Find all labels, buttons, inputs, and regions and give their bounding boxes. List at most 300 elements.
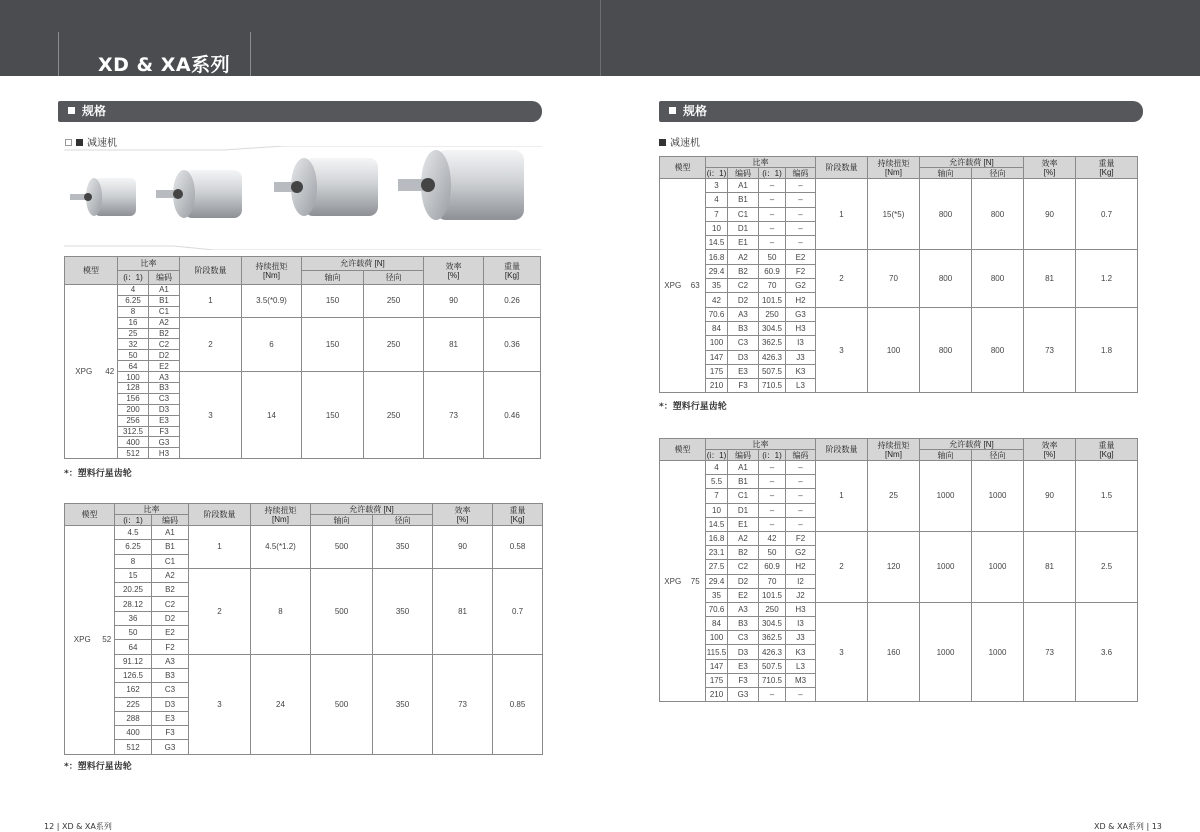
table-row <box>65 526 543 540</box>
cell-ratio: 35 <box>706 588 728 602</box>
section-bar-left <box>58 101 542 122</box>
cell-code-alt: I3 <box>786 617 816 631</box>
cell-ratio: 16 <box>118 317 149 328</box>
cell-ratio: 10 <box>706 503 728 517</box>
cell-axial: 500 <box>311 526 373 569</box>
cell-torque: 160 <box>868 602 920 701</box>
header-torque <box>868 157 920 179</box>
cell-code-alt: L3 <box>786 659 816 673</box>
header-torque-label: 持续扭矩 <box>877 158 910 168</box>
header-axial: 轴向 <box>920 168 972 179</box>
cell-efficiency: 81 <box>1024 250 1076 307</box>
header-stages: 阶段数量 <box>180 257 242 285</box>
cell-code: A3 <box>152 654 189 668</box>
cell-ratio: 29.4 <box>706 264 728 278</box>
cell-code: A1 <box>728 179 759 193</box>
cell-ratio: 128 <box>118 383 149 394</box>
header-ratio-i: (i：1) <box>115 515 152 526</box>
gearbox-75-photo <box>398 150 524 220</box>
cell-code-alt: H2 <box>786 293 816 307</box>
page-spine <box>600 0 601 76</box>
cell-size: 52 <box>100 526 115 755</box>
cell-code: A2 <box>149 317 180 328</box>
cell-ratio: 35 <box>706 279 728 293</box>
note-left-1: *：塑料行星齿轮 <box>64 469 132 479</box>
cell-code: F3 <box>152 726 189 740</box>
header-radial: 径向 <box>373 515 433 526</box>
header-efficiency-unit: [%] <box>456 514 469 524</box>
cell-code: B2 <box>152 583 189 597</box>
cell-ratio: 512 <box>118 448 149 459</box>
header-row <box>660 157 1138 168</box>
cell-ratio: 8 <box>115 554 152 568</box>
header-model: 模型 <box>65 504 115 526</box>
cell-ratio: 16.8 <box>706 250 728 264</box>
cell-weight: 0.26 <box>484 285 541 318</box>
cell-ratio: 36 <box>115 611 152 625</box>
cell-axial: 500 <box>311 654 373 754</box>
header-code: 编码 <box>152 515 189 526</box>
gearbox-42-photo <box>70 178 136 216</box>
cell-ratio-alt: 362.5 <box>759 336 786 350</box>
cell-code: A3 <box>728 307 759 321</box>
empty-square-icon <box>65 139 72 146</box>
header-torque-unit: [Nm] <box>272 514 289 524</box>
cell-axial: 150 <box>302 372 364 459</box>
cell-ratio-alt: 50 <box>759 250 786 264</box>
cell-ratio-alt: – <box>759 489 786 503</box>
cell-code-alt: – <box>786 475 816 489</box>
cell-code: E1 <box>728 236 759 250</box>
cell-ratio: 50 <box>118 350 149 361</box>
section-title-left: 规格 <box>82 104 107 118</box>
subtitle-left-text: 减速机 <box>87 138 117 149</box>
spec-table-xpg42 <box>64 256 541 459</box>
header-row <box>660 439 1138 450</box>
cell-ratio: 100 <box>706 631 728 645</box>
header-efficiency <box>433 504 493 526</box>
cell-ratio-alt: 362.5 <box>759 631 786 645</box>
cell-stages: 2 <box>816 531 868 602</box>
cell-ratio-alt: – <box>759 207 786 221</box>
cell-code: E3 <box>728 364 759 378</box>
cell-ratio: 6.25 <box>118 295 149 306</box>
cell-code: B3 <box>149 383 180 394</box>
cell-efficiency: 90 <box>433 526 493 569</box>
cell-code: A2 <box>152 568 189 582</box>
cell-ratio: 175 <box>706 673 728 687</box>
cell-code: C2 <box>728 560 759 574</box>
cell-code: E2 <box>728 588 759 602</box>
cell-weight: 0.46 <box>484 372 541 459</box>
cell-weight: 0.58 <box>493 526 543 569</box>
cell-ratio: 115.5 <box>706 645 728 659</box>
header-code: 编码 <box>786 168 816 179</box>
cell-code: A1 <box>152 526 189 540</box>
cell-ratio-alt: – <box>759 179 786 193</box>
header-torque-unit: [Nm] <box>885 167 902 177</box>
header-torque-unit: [Nm] <box>263 270 280 280</box>
cell-efficiency: 73 <box>424 372 484 459</box>
cell-ratio: 84 <box>706 321 728 335</box>
cell-torque: 14 <box>242 372 302 459</box>
cell-radial: 250 <box>364 372 424 459</box>
header-ratio-i: (i：1) <box>118 271 149 285</box>
table-row <box>65 654 543 668</box>
cell-code: D3 <box>149 404 180 415</box>
cell-ratio: 288 <box>115 711 152 725</box>
cell-code: C1 <box>728 207 759 221</box>
square-bullet-icon <box>68 107 75 114</box>
header-weight-unit: [Kg] <box>1099 449 1114 459</box>
cell-radial: 1000 <box>972 461 1024 532</box>
cell-code-alt: E2 <box>786 250 816 264</box>
cell-ratio: 200 <box>118 404 149 415</box>
cell-ratio: 28.12 <box>115 597 152 611</box>
series-title: XD & XA系列 <box>98 54 231 76</box>
cell-weight: 1.8 <box>1076 307 1138 393</box>
cell-ratio: 15 <box>115 568 152 582</box>
cell-ratio: 25 <box>118 328 149 339</box>
footer-left: 12 | XD & XA系列 <box>44 822 112 831</box>
cell-ratio: 147 <box>706 659 728 673</box>
cell-axial: 1000 <box>920 461 972 532</box>
cell-ratio-alt: 250 <box>759 602 786 616</box>
cell-size: 42 <box>103 285 118 459</box>
cell-radial: 250 <box>364 317 424 371</box>
header-ratio-i: (i：1) <box>706 168 727 178</box>
cell-code: E3 <box>152 711 189 725</box>
header-efficiency <box>1024 157 1076 179</box>
table-row <box>660 250 1138 264</box>
cell-code-alt: J3 <box>786 350 816 364</box>
cell-code-alt: – <box>786 517 816 531</box>
cell-model: XPG <box>65 285 103 459</box>
table-row <box>65 372 541 383</box>
cell-ratio: 16.8 <box>706 531 728 545</box>
cell-code: E3 <box>149 415 180 426</box>
header-row <box>65 257 541 271</box>
cell-ratio: 400 <box>118 437 149 448</box>
section-bar-right <box>659 101 1143 122</box>
cell-code: C3 <box>152 683 189 697</box>
header-efficiency <box>1024 439 1076 461</box>
cell-stages: 1 <box>816 461 868 532</box>
cell-ratio-alt: 101.5 <box>759 293 786 307</box>
cell-ratio: 29.4 <box>706 574 728 588</box>
header-weight-label: 重量 <box>504 261 520 271</box>
cell-ratio: 5.5 <box>706 475 728 489</box>
cell-code: C1 <box>152 554 189 568</box>
filled-square-icon <box>76 139 83 146</box>
header-stages: 阶段数量 <box>816 439 868 461</box>
cell-ratio: 6.25 <box>115 540 152 554</box>
header-weight-label: 重量 <box>509 505 526 515</box>
cell-code: B1 <box>152 540 189 554</box>
cell-stages: 2 <box>816 250 868 307</box>
cell-ratio: 4 <box>706 461 728 475</box>
cell-efficiency: 73 <box>1024 602 1076 701</box>
table-row <box>660 307 1138 321</box>
header-ratio-i: (i：1) <box>706 450 727 460</box>
table-row <box>65 568 543 582</box>
cell-ratio: 126.5 <box>115 668 152 682</box>
header-ratio-i: (i：1) <box>759 450 786 461</box>
header-ratio: 比率 <box>115 504 189 515</box>
cell-stages: 3 <box>816 602 868 701</box>
cell-code-alt: J3 <box>786 631 816 645</box>
header-radial: 径向 <box>972 168 1024 179</box>
filled-square-icon <box>659 139 666 146</box>
cell-ratio: 64 <box>115 640 152 654</box>
header-radial: 径向 <box>364 271 424 285</box>
cell-code: D2 <box>152 611 189 625</box>
cell-ratio-alt: – <box>759 221 786 235</box>
cell-weight: 1.2 <box>1076 250 1138 307</box>
gearbox-52-photo <box>156 170 242 218</box>
header-ratio: 比率 <box>706 157 816 168</box>
cell-code-alt: G2 <box>786 279 816 293</box>
header-torque <box>242 257 302 285</box>
cell-ratio: 3 <box>706 179 728 193</box>
cell-code: A3 <box>149 372 180 383</box>
cell-code: G3 <box>149 437 180 448</box>
cell-code-alt: J2 <box>786 588 816 602</box>
cell-code: D3 <box>152 697 189 711</box>
cell-efficiency: 90 <box>1024 461 1076 532</box>
table-row <box>660 461 1138 475</box>
cell-code-alt: – <box>786 193 816 207</box>
cell-axial: 150 <box>302 285 364 318</box>
cell-size: 63 <box>686 179 706 393</box>
cell-radial: 1000 <box>972 602 1024 701</box>
cell-axial: 500 <box>311 568 373 654</box>
header-torque-label: 持续扭矩 <box>255 261 288 271</box>
cell-ratio: 42 <box>706 293 728 307</box>
cell-stages: 1 <box>816 179 868 250</box>
cell-ratio: 225 <box>115 697 152 711</box>
cell-code: E2 <box>152 626 189 640</box>
cell-ratio: 400 <box>115 726 152 740</box>
spec-table-xpg75 <box>659 438 1138 702</box>
cell-code-alt: – <box>786 207 816 221</box>
cell-ratio-alt: 507.5 <box>759 364 786 378</box>
cell-stages: 3 <box>180 372 242 459</box>
cell-weight: 0.7 <box>1076 179 1138 250</box>
cell-ratio-alt: – <box>759 517 786 531</box>
cell-code-alt: F2 <box>786 264 816 278</box>
header-load: 允许载荷 [N] <box>920 439 1024 450</box>
cell-torque: 24 <box>251 654 311 754</box>
header-ratio: 比率 <box>118 257 180 271</box>
cell-code: D3 <box>728 350 759 364</box>
cell-stages: 3 <box>189 654 251 754</box>
header-code: 编码 <box>786 450 816 461</box>
header-radial: 径向 <box>972 450 1024 461</box>
cell-stages: 2 <box>180 317 242 371</box>
cell-code-alt: – <box>786 236 816 250</box>
cell-ratio-alt: 60.9 <box>759 560 786 574</box>
cell-torque: 3.5(*0.9) <box>242 285 302 318</box>
cell-torque: 4.5(*1.2) <box>251 526 311 569</box>
cell-torque: 120 <box>868 531 920 602</box>
cell-code: A1 <box>728 461 759 475</box>
cell-ratio: 100 <box>706 336 728 350</box>
cell-radial: 350 <box>373 568 433 654</box>
cell-code-alt: F2 <box>786 531 816 545</box>
cell-model: XPG <box>660 179 686 393</box>
cell-ratio-alt: – <box>759 688 786 702</box>
cell-ratio: 64 <box>118 361 149 372</box>
cell-ratio: 156 <box>118 393 149 404</box>
header-load: 允许载荷 [N] <box>920 157 1024 168</box>
cell-size: 75 <box>686 461 706 702</box>
header-code: 编码 <box>728 168 759 179</box>
cell-ratio: 70.6 <box>706 307 728 321</box>
gearbox-photos <box>64 146 542 250</box>
cell-code: B2 <box>149 328 180 339</box>
header-weight-unit: [Kg] <box>1099 167 1114 177</box>
header-code: 编码 <box>728 450 759 461</box>
header-weight-unit: [Kg] <box>510 514 525 524</box>
header-ratio-i: (i：1) <box>759 168 786 179</box>
cell-efficiency: 81 <box>424 317 484 371</box>
footer-right: XD & XA系列 | 13 <box>1094 822 1162 831</box>
header-efficiency-label: 效率 <box>1041 158 1058 168</box>
cell-code: B3 <box>728 617 759 631</box>
cell-code: B3 <box>152 668 189 682</box>
cell-weight: 2.5 <box>1076 531 1138 602</box>
subtitle-right <box>659 134 700 149</box>
cell-code: A1 <box>149 285 180 296</box>
cell-code-alt: G2 <box>786 546 816 560</box>
cell-code: A2 <box>728 250 759 264</box>
cell-ratio-alt: 250 <box>759 307 786 321</box>
cell-ratio: 14.5 <box>706 236 728 250</box>
header-weight-unit: [Kg] <box>504 270 520 280</box>
header-weight-label: 重量 <box>1098 440 1115 450</box>
spec-table-xpg63 <box>659 156 1138 393</box>
square-bullet-icon <box>669 107 676 114</box>
cell-efficiency: 81 <box>433 568 493 654</box>
cell-code: H3 <box>149 448 180 459</box>
header-efficiency-unit: [%] <box>1043 167 1056 177</box>
cell-ratio: 4 <box>118 285 149 296</box>
header-load: 允许载荷 [N] <box>302 257 424 271</box>
cell-code-alt: – <box>786 179 816 193</box>
cell-ratio-alt: 304.5 <box>759 321 786 335</box>
cell-code: F3 <box>149 426 180 437</box>
cell-ratio-alt: – <box>759 475 786 489</box>
cell-ratio: 4 <box>706 193 728 207</box>
header-torque <box>251 504 311 526</box>
note-left-2: *：塑料行星齿轮 <box>64 762 132 772</box>
cell-axial: 1000 <box>920 602 972 701</box>
header-model: 模型 <box>65 257 118 285</box>
cell-code-alt: – <box>786 688 816 702</box>
cell-torque: 6 <box>242 317 302 371</box>
cell-radial: 1000 <box>972 531 1024 602</box>
cell-code-alt: – <box>786 503 816 517</box>
cell-ratio: 8 <box>118 306 149 317</box>
cell-code: D2 <box>149 350 180 361</box>
cell-axial: 800 <box>920 307 972 393</box>
cell-ratio: 210 <box>706 379 728 393</box>
cell-ratio-alt: 426.3 <box>759 645 786 659</box>
cell-torque: 25 <box>868 461 920 532</box>
header-row <box>65 504 543 515</box>
header-model: 模型 <box>660 157 706 179</box>
cell-ratio: 162 <box>115 683 152 697</box>
cell-radial: 800 <box>972 250 1024 307</box>
cell-code: D1 <box>728 503 759 517</box>
header-torque-unit: [Nm] <box>885 449 902 459</box>
header-efficiency-label: 效率 <box>454 505 471 515</box>
cell-ratio-alt: 304.5 <box>759 617 786 631</box>
cell-ratio: 20.25 <box>115 583 152 597</box>
cell-efficiency: 73 <box>1024 307 1076 393</box>
cell-ratio-alt: – <box>759 236 786 250</box>
header-weight <box>484 257 541 285</box>
cell-ratio: 4.5 <box>115 526 152 540</box>
cell-code: D2 <box>728 293 759 307</box>
cell-code: E3 <box>728 659 759 673</box>
cell-ratio: 210 <box>706 688 728 702</box>
cell-code: C2 <box>728 279 759 293</box>
product-photo-strip <box>64 146 542 250</box>
cell-ratio-alt: 70 <box>759 574 786 588</box>
header-weight <box>1076 157 1138 179</box>
header-weight <box>493 504 543 526</box>
cell-code-alt: – <box>786 489 816 503</box>
cell-code: F3 <box>728 673 759 687</box>
cell-radial: 800 <box>972 307 1024 393</box>
cell-code: G3 <box>728 688 759 702</box>
spec-table-xpg52 <box>64 503 543 755</box>
cell-code-alt: – <box>786 461 816 475</box>
cell-code: G3 <box>152 740 189 754</box>
cell-efficiency: 73 <box>433 654 493 754</box>
header-torque <box>868 439 920 461</box>
header-torque-label: 持续扭矩 <box>264 505 297 515</box>
cell-ratio: 512 <box>115 740 152 754</box>
cell-code: B1 <box>728 193 759 207</box>
cell-radial: 350 <box>373 654 433 754</box>
header-divider <box>250 32 251 76</box>
cell-code: B1 <box>728 475 759 489</box>
cell-ratio-alt: 507.5 <box>759 659 786 673</box>
cell-ratio-alt: 60.9 <box>759 264 786 278</box>
header-weight <box>1076 439 1138 461</box>
cell-ratio-alt: 710.5 <box>759 673 786 687</box>
cell-radial: 350 <box>373 526 433 569</box>
cell-model: XPG <box>65 526 100 755</box>
cell-weight: 0.36 <box>484 317 541 371</box>
cell-ratio-alt: 426.3 <box>759 350 786 364</box>
cell-weight: 0.85 <box>493 654 543 754</box>
cell-code: C3 <box>728 631 759 645</box>
cell-code-alt: G3 <box>786 307 816 321</box>
header-model: 模型 <box>660 439 706 461</box>
cell-ratio-alt: 70 <box>759 279 786 293</box>
cell-ratio-alt: – <box>759 503 786 517</box>
header-load: 允许载荷 [N] <box>311 504 433 515</box>
table-row <box>660 602 1138 616</box>
gearbox-63-photo <box>274 158 378 216</box>
cell-ratio: 175 <box>706 364 728 378</box>
cell-code-alt: H3 <box>786 321 816 335</box>
cell-axial: 800 <box>920 250 972 307</box>
